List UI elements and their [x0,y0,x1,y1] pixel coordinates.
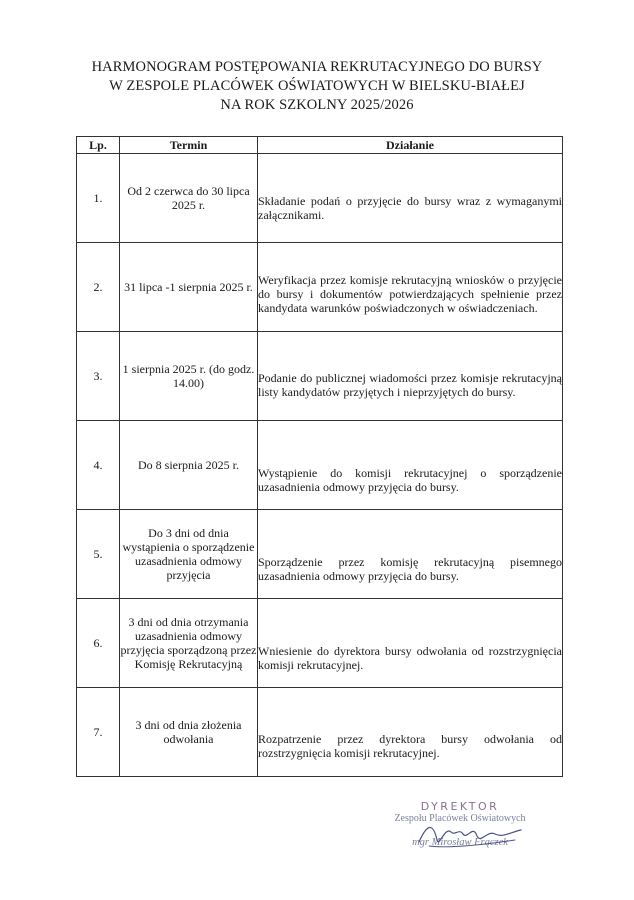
row-lp: 1. [77,154,120,243]
header-term: Termin [120,137,258,154]
row-term: 31 lipca -1 sierpnia 2025 r. [120,243,258,332]
stamp-role: DYREKTOR [420,800,500,813]
row-action [258,688,563,777]
row-action-text: Sporządzenie przez komisję rekrutacyjną pisemnego uzasadnienia odmowy przyjęcia do bursy. [258,555,562,583]
row-term: Do 3 dni od dnia wystąpienia o sporządzenie uzasadnienia odmowy przyjęcia [120,510,258,599]
row-action-text: Wniesienie do dyrektora bursy odwołania od rozstrzygnięcia komisji rekrutacyjnej. [258,644,562,672]
table-header-row [77,137,563,154]
header-action: Działanie [258,137,563,154]
row-action [258,154,563,243]
row-action [258,243,563,332]
row-term: Od 2 czerwca do 30 lipca 2025 r. [120,154,258,243]
row-action-text: Rozpatrzenie przez dyrektora bursy odwołania od rozstrzygnięcia komisji rekrutacyjnej. [258,731,562,760]
title-line-3: NA ROK SZKOLNY 2025/2026 [220,97,414,113]
row-action [258,599,563,688]
row-action-text: Składanie podań o przyjęcie do bursy wraz z wymaganymi załącznikami. [258,194,562,222]
row-lp: 4. [77,421,120,510]
table-row [77,243,563,332]
table-row [77,421,563,510]
title-line-2: W ZESPOLE PLACÓWEK OŚWIATOWYCH W BIELSKU-BIAŁEJ [109,78,525,94]
document-title [0,58,634,115]
row-action [258,332,563,421]
row-term: 1 sierpnia 2025 r. (do godz. 14.00) [120,332,258,421]
table-row [77,154,563,243]
stamp-name: mgr Mirosław Frączek [412,837,508,848]
title-line-1: HARMONOGRAM POSTĘPOWANIA REKRUTACYJNEGO DO BURSY [91,59,543,75]
header-lp: Lp. [77,137,120,154]
stamp-organization: Zespołu Placówek Oświatowych [394,813,526,824]
row-action-text: Weryfikacja przez komisje rekrutacyjną wniosków o przyjęcie do bursy i dokumentów potwierdzających spełnienie przez kandydata warunków poświadczonych w oświadczeniach. [258,272,562,315]
row-term: 3 dni od dnia otrzymania uzasadnienia odmowy przyjęcia sporządzoną przez Komisję Rekrutacyjną [120,599,258,688]
row-term: Do 8 sierpnia 2025 r. [120,421,258,510]
row-lp: 2. [77,243,120,332]
row-action [258,421,563,510]
table-row [77,510,563,599]
row-lp: 6. [77,599,120,688]
table-row [77,599,563,688]
table-row [77,332,563,421]
table-row [77,688,563,777]
row-action [258,510,563,599]
row-lp: 5. [77,510,120,599]
row-lp: 3. [77,332,120,421]
row-lp: 7. [77,688,120,777]
row-term: 3 dni od dnia złożenia odwołania [120,688,258,777]
row-action-text: Wystąpienie do komisji rekrutacyjnej o sporządzenie uzasadnienia odmowy przyjęcia do bursy. [258,466,562,494]
handwritten-signature [415,818,525,852]
schedule-table [76,136,563,777]
row-action-text: Podanie do publicznej wiadomości przez komisje rekrutacyjną listy kandydatów przyjętych i nieprzyjętych do bursy. [258,370,562,399]
